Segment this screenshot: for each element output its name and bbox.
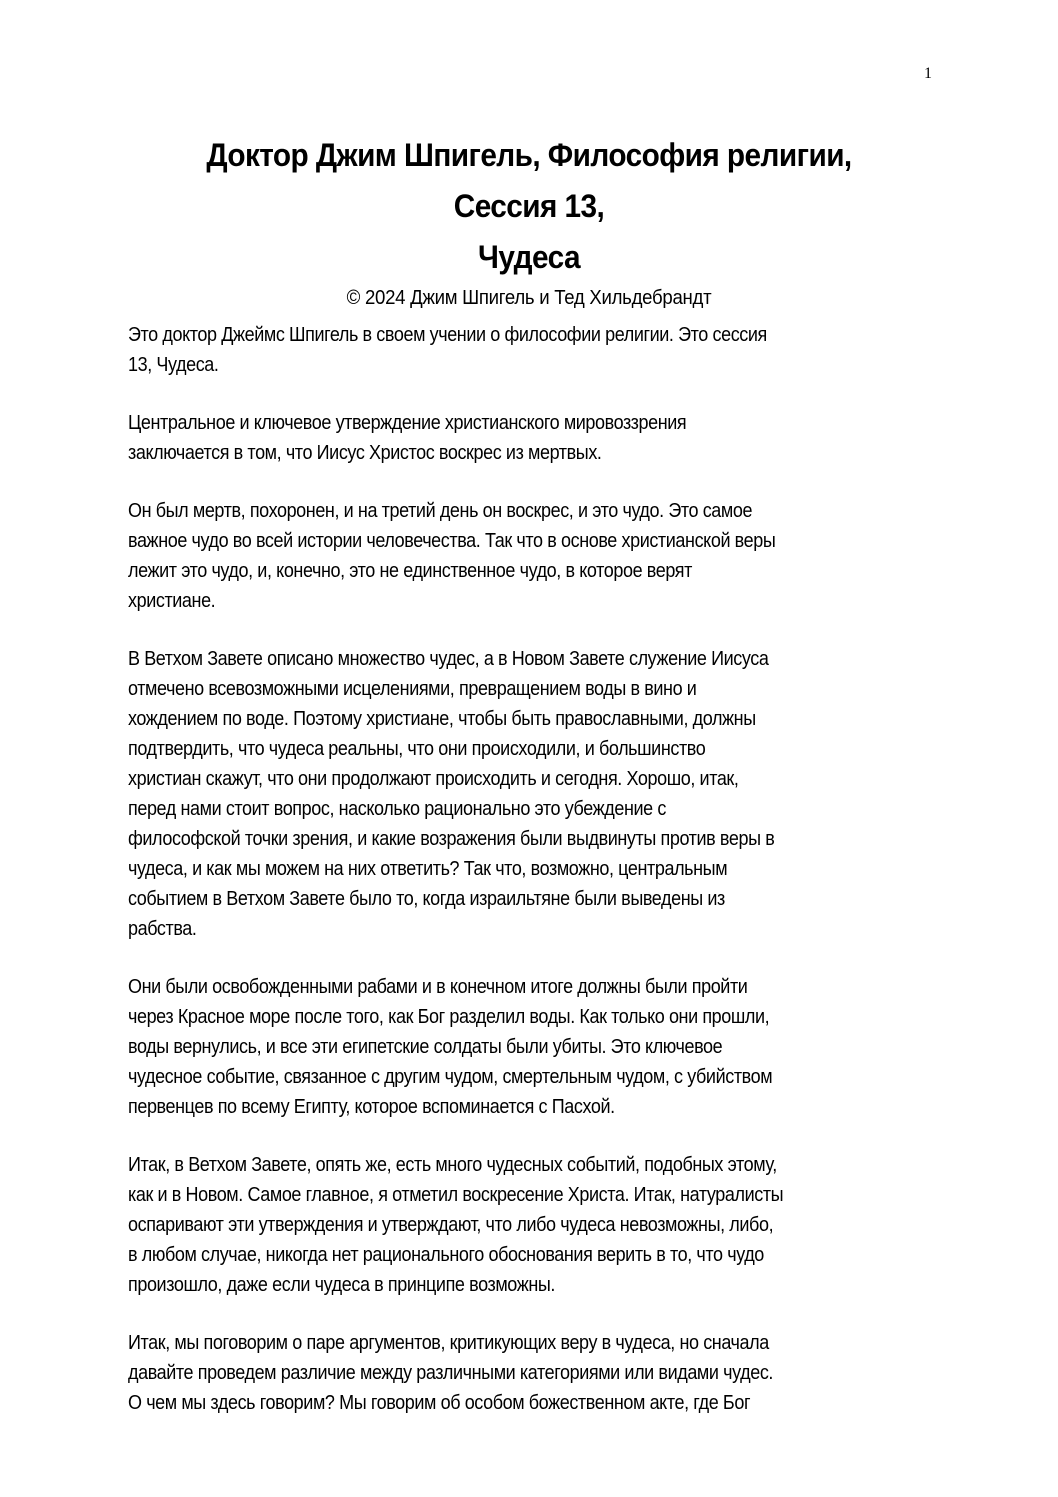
text-line: Это доктор Джеймс Шпигель в своем учении о философии религии. Это сессия [128,324,767,346]
page-number: 1 [924,65,932,82]
text-line: лежит это чудо, и, конечно, это не единственное чудо, в которое верят [128,560,692,582]
text-line: важное чудо во всей истории человечества. Так что в основе христианской веры [128,530,776,552]
text-line: перед нами стоит вопрос, насколько рационально это убеждение с [128,798,666,820]
text-line: отмечено всевозможными исцелениями, превращением воды в вино и [128,678,697,700]
text-line: первенцев по всему Египту, которое вспоминается с Пасхой. [128,1096,615,1118]
text-line: Итак, мы поговорим о паре аргументов, критикующих веру в чудеса, но сначала [128,1332,769,1354]
text-line: чудесное событие, связанное с другим чудом, смертельным чудом, с убийством [128,1066,773,1088]
text-line: Он был мертв, похоронен, и на третий день он воскрес, и это чудо. Это самое [128,500,753,522]
text-line: рабства. [128,918,197,940]
text-line: Они были освобожденными рабами и в конечном итоге должны были пройти [128,976,748,998]
paragraph [128,1328,948,1418]
text-line: 13, Чудеса. [128,354,219,376]
text-line: воды вернулись, и все эти египетские солдаты были убиты. Это ключевое [128,1036,723,1058]
text-line: Центральное и ключевое утверждение христианского мировоззрения [128,412,687,434]
title-line: Чудеса [478,239,580,275]
document-body [128,320,948,1446]
text-line: заключается в том, что Иисус Христос воскрес из мертвых. [128,442,602,464]
text-line: Итак, в Ветхом Завете, опять же, есть много чудесных событий, подобных этому, [128,1154,777,1176]
title-line: Доктор Джим Шпигель, Философия религии, [206,137,852,173]
text-line: христиан скажут, что они продолжают происходить и сегодня. Хорошо, итак, [128,768,739,790]
text-line: произошло, даже если чудеса в принципе возможны. [128,1274,556,1296]
title-block [0,130,1058,311]
text-line: событием в Ветхом Завете было то, когда израильтяне были выведены из [128,888,725,910]
paragraph [128,644,948,944]
text-line: философской точки зрения, и какие возражения были выдвинуты против веры в [128,828,775,850]
paragraph [128,1150,948,1300]
paragraph [128,320,948,380]
text-line: В Ветхом Завете описано множество чудес, а в Новом Завете служение Иисуса [128,648,769,670]
copyright-notice: © 2024 Джим Шпигель и Тед Хильдебрандт [346,287,712,309]
paragraph [128,408,948,468]
text-line: чудеса, и как мы можем на них ответить? Так что, возможно, центральным [128,858,728,880]
text-line: О чем мы здесь говорим? Мы говорим об особом божественном акте, где Бог [128,1392,751,1414]
text-line: оспаривают эти утверждения и утверждают, что либо чудеса невозможны, либо, [128,1214,774,1236]
text-line: давайте проведем различие между различными категориями или видами чудес. [128,1362,774,1384]
text-line: в любом случае, никогда нет рационального обоснования верить в то, что чудо [128,1244,764,1266]
paragraph [128,496,948,616]
paragraph [128,972,948,1122]
text-line: христиане. [128,590,216,612]
text-line: подтвердить, что чудеса реальны, что они происходили, и большинство [128,738,706,760]
text-line: как и в Новом. Самое главное, я отметил воскресение Христа. Итак, натуралисты [128,1184,784,1206]
text-line: хождением по воде. Поэтому христиане, чтобы быть православными, должны [128,708,756,730]
text-line: через Красное море после того, как Бог разделил воды. Как только они прошли, [128,1006,770,1028]
title-line: Сессия 13, [453,188,605,224]
